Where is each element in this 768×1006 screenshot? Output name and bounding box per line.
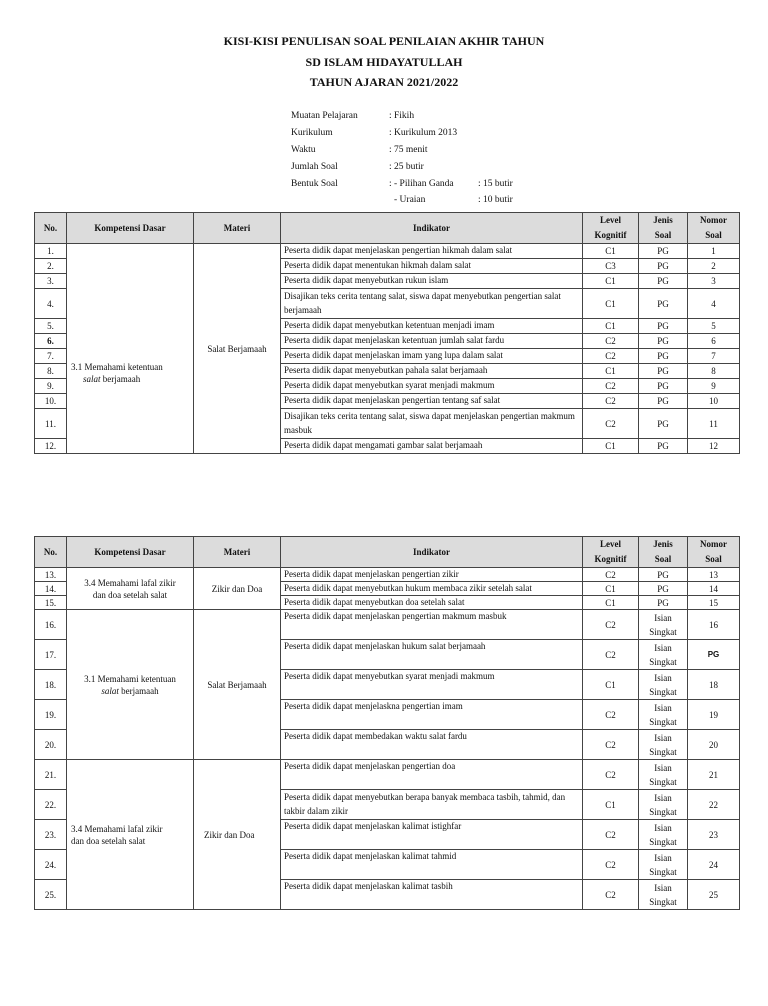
waktu-label: Waktu <box>291 145 316 155</box>
indikator-cell: Peserta didik dapat menjelaskan kalimat istighfar <box>281 820 583 850</box>
level-cell: C2 <box>583 334 639 349</box>
level-cell: C2 <box>583 379 639 394</box>
indikator-cell: Peserta didik dapat menjelaskan kalimat tahmid <box>281 850 583 880</box>
bentuk-pg-count: : 15 butir <box>478 179 513 189</box>
indikator-cell: Peserta didik dapat mengamati gambar salat berjamaah <box>281 439 583 454</box>
level-cell: C1 <box>583 582 639 596</box>
nomor-cell: 15 <box>688 596 740 610</box>
indikator-cell: Peserta didik dapat menjelaskan pengertian zikir <box>281 568 583 582</box>
table-header-row <box>35 537 740 568</box>
level-cell: C1 <box>583 790 639 820</box>
indikator-cell: Peserta didik dapat menyebutkan berapa banyak membaca tasbih, tahmid, dan takbir dalam zikir <box>281 790 583 820</box>
indikator-cell: Peserta didik dapat menjelaskan pengertian tentang saf salat <box>281 394 583 409</box>
row-no: 1. <box>35 244 67 259</box>
jenis-cell: PG <box>639 394 688 409</box>
jenis-cell: PG <box>639 334 688 349</box>
indikator-cell: Peserta didik dapat menjelaskan ketentuan jumlah salat fardu <box>281 334 583 349</box>
materi-cell: Salat Berjamaah <box>194 244 281 454</box>
nomor-cell: 14 <box>688 582 740 596</box>
row-no: 20. <box>35 730 67 760</box>
nomor-cell: 24 <box>688 850 740 880</box>
col-indikator: Indikator <box>281 537 583 568</box>
level-cell: C2 <box>583 820 639 850</box>
row-no: 16. <box>35 610 67 640</box>
waktu-value: : 75 menit <box>389 145 428 155</box>
jenis-cell: Isian Singkat <box>639 610 688 640</box>
nomor-cell: 3 <box>688 274 740 289</box>
col-no: No. <box>35 213 67 244</box>
nomor-cell: 1 <box>688 244 740 259</box>
level-cell: C1 <box>583 596 639 610</box>
kd-cell: 3.4 Memahami lafal zikir dan doa setelah salat <box>67 568 194 610</box>
nomor-cell: 25 <box>688 880 740 910</box>
nomor-cell: 22 <box>688 790 740 820</box>
indikator-cell: Peserta didik dapat menjelaskan hukum salat berjamaah <box>281 640 583 670</box>
level-cell: C2 <box>583 700 639 730</box>
indikator-cell: Peserta didik dapat menjelaskan pengertian hikmah dalam salat <box>281 244 583 259</box>
level-cell: C1 <box>583 364 639 379</box>
materi-cell: Zikir dan Doa <box>194 568 281 610</box>
row-no: 9. <box>35 379 67 394</box>
bentuk-uraian-count: : 10 butir <box>478 195 513 205</box>
jenis-cell: PG <box>639 274 688 289</box>
level-cell: C2 <box>583 880 639 910</box>
jenis-cell: PG <box>639 582 688 596</box>
level-cell: C2 <box>583 760 639 790</box>
indikator-cell: Disajikan teks cerita tentang salat, siswa dapat menyebutkan pengertian salat berjamaah <box>281 289 583 319</box>
col-jenis: Jenis Soal <box>639 537 688 568</box>
row-no: 23. <box>35 820 67 850</box>
col-level: Level Kognitif <box>583 213 639 244</box>
jenis-cell: PG <box>639 319 688 334</box>
muatan-value: : Fikih <box>389 111 415 121</box>
jenis-cell: PG <box>639 364 688 379</box>
indikator-cell: Peserta didik dapat menyebutkan rukun islam <box>281 274 583 289</box>
nomor-cell: 11 <box>688 409 740 439</box>
nomor-cell: 10 <box>688 394 740 409</box>
kurikulum-label: Kurikulum <box>291 128 333 138</box>
table-row <box>35 568 740 582</box>
jenis-cell: PG <box>639 289 688 319</box>
jenis-cell: PG <box>639 349 688 364</box>
jenis-cell: Isian Singkat <box>639 790 688 820</box>
level-cell: C1 <box>583 274 639 289</box>
indikator-cell: Peserta didik dapat menjelaskan imam yang lupa dalam salat <box>281 349 583 364</box>
level-cell: C2 <box>583 850 639 880</box>
col-materi: Materi <box>194 537 281 568</box>
jenis-cell: Isian Singkat <box>639 880 688 910</box>
row-no: 15. <box>35 596 67 610</box>
nomor-cell: 21 <box>688 760 740 790</box>
school-name: SD ISLAM HIDAYATULLAH <box>305 55 463 69</box>
level-cell: C2 <box>583 409 639 439</box>
jenis-cell: PG <box>639 596 688 610</box>
indikator-cell: Peserta didik dapat menjelaskan pengertian doa <box>281 760 583 790</box>
academic-year: TAHUN AJARAN 2021/2022 <box>309 75 459 89</box>
indikator-cell: Peserta didik dapat menjelaskna pengertian imam <box>281 700 583 730</box>
nomor-cell: 23 <box>688 820 740 850</box>
col-nomor: Nomor Soal <box>688 537 740 568</box>
nomor-cell: 8 <box>688 364 740 379</box>
kd-cell: 3.1 Memahami ketentuan salat berjamaah <box>67 244 194 454</box>
indikator-cell: Peserta didik dapat menyebutkan syarat menjadi makmum <box>281 670 583 700</box>
col-materi: Materi <box>194 213 281 244</box>
nomor-cell: 16 <box>688 610 740 640</box>
level-cell: C2 <box>583 640 639 670</box>
indikator-cell: Peserta didik dapat menyebutkan pahala salat berjamaah <box>281 364 583 379</box>
materi-cell: Zikir dan Doa <box>194 760 281 910</box>
indikator-cell: Disajikan teks cerita tentang salat, siswa dapat menjelaskan pengertian makmum masbuk <box>281 409 583 439</box>
row-no: 2. <box>35 259 67 274</box>
kd-cell: 3.4 Memahami lafal zikir dan doa setelah salat <box>67 760 194 910</box>
indikator-cell: Peserta didik dapat menyebutkan syarat menjadi makmum <box>281 379 583 394</box>
row-no: 22. <box>35 790 67 820</box>
jenis-cell: Isian Singkat <box>639 730 688 760</box>
jenis-cell: PG <box>639 244 688 259</box>
row-no: 3. <box>35 274 67 289</box>
nomor-cell: 18 <box>688 670 740 700</box>
table-row <box>35 610 740 640</box>
row-no: 12. <box>35 439 67 454</box>
level-cell: C1 <box>583 289 639 319</box>
nomor-cell: 9 <box>688 379 740 394</box>
level-cell: C1 <box>583 244 639 259</box>
jenis-cell: PG <box>639 379 688 394</box>
nomor-cell: 6 <box>688 334 740 349</box>
bentuk-uraian: - Uraian <box>394 195 426 205</box>
kurikulum-value: : Kurikulum 2013 <box>389 128 458 138</box>
jenis-cell: Isian Singkat <box>639 760 688 790</box>
row-no: 5. <box>35 319 67 334</box>
row-no: 17. <box>35 640 67 670</box>
jenis-cell: PG <box>639 439 688 454</box>
kisi-table-1 <box>34 212 740 454</box>
jenis-cell: Isian Singkat <box>639 850 688 880</box>
col-jenis: Jenis Soal <box>639 213 688 244</box>
col-no: No. <box>35 537 67 568</box>
level-cell: C1 <box>583 319 639 334</box>
kisi-table-2 <box>34 536 740 910</box>
row-no: 13. <box>35 568 67 582</box>
jenis-cell: PG <box>639 568 688 582</box>
row-no: 7. <box>35 349 67 364</box>
jenis-cell: Isian Singkat <box>639 820 688 850</box>
indikator-cell: Peserta didik dapat menjelaskan pengertian makmum masbuk <box>281 610 583 640</box>
bentuk-pg: : - Pilihan Ganda <box>389 179 454 189</box>
indikator-cell: Peserta didik dapat menyebutkan doa setelah salat <box>281 596 583 610</box>
row-no: 18. <box>35 670 67 700</box>
level-cell: C3 <box>583 259 639 274</box>
row-no: 24. <box>35 850 67 880</box>
jenis-cell: Isian Singkat <box>639 700 688 730</box>
row-no: 4. <box>35 289 67 319</box>
bentuk-label: Bentuk Soal <box>291 179 338 189</box>
col-kd: Kompetensi Dasar <box>67 213 194 244</box>
nomor-cell: 12 <box>688 439 740 454</box>
nomor-cell: PG <box>688 640 740 670</box>
indikator-cell: Peserta didik dapat menyebutkan ketentuan menjadi imam <box>281 319 583 334</box>
level-cell: C1 <box>583 670 639 700</box>
nomor-cell: 19 <box>688 700 740 730</box>
level-cell: C1 <box>583 439 639 454</box>
jenis-cell: PG <box>639 259 688 274</box>
jenis-cell: Isian Singkat <box>639 670 688 700</box>
nomor-cell: 13 <box>688 568 740 582</box>
row-no: 21. <box>35 760 67 790</box>
row-no: 10. <box>35 394 67 409</box>
row-no: 19. <box>35 700 67 730</box>
jumlah-value: : 25 butir <box>389 162 424 172</box>
level-cell: C2 <box>583 394 639 409</box>
indikator-cell: Peserta didik dapat menyebutkan hukum membaca zikir setelah salat <box>281 582 583 596</box>
muatan-label: Muatan Pelajaran <box>291 111 358 121</box>
table-row <box>35 244 740 259</box>
indikator-cell: Peserta didik dapat menjelaskan kalimat tasbih <box>281 880 583 910</box>
col-kd: Kompetensi Dasar <box>67 537 194 568</box>
level-cell: C2 <box>583 730 639 760</box>
materi-cell: Salat Berjamaah <box>194 610 281 760</box>
nomor-cell: 2 <box>688 259 740 274</box>
level-cell: C2 <box>583 349 639 364</box>
row-no: 25. <box>35 880 67 910</box>
col-level: Level Kognitif <box>583 537 639 568</box>
nomor-cell: 4 <box>688 289 740 319</box>
row-no: 11. <box>35 409 67 439</box>
level-cell: C2 <box>583 610 639 640</box>
nomor-cell: 5 <box>688 319 740 334</box>
col-indikator: Indikator <box>281 213 583 244</box>
level-cell: C2 <box>583 568 639 582</box>
row-no: 14. <box>35 582 67 596</box>
row-no: 6. <box>35 334 67 349</box>
jumlah-label: Jumlah Soal <box>291 162 338 172</box>
col-nomor: Nomor Soal <box>688 213 740 244</box>
table-header-row <box>35 213 740 244</box>
indikator-cell: Peserta didik dapat membedakan waktu salat fardu <box>281 730 583 760</box>
jenis-cell: Isian Singkat <box>639 640 688 670</box>
doc-title: KISI-KISI PENULISAN SOAL PENILAIAN AKHIR TAHUN <box>223 34 545 48</box>
table-row <box>35 760 740 790</box>
kd-cell: 3.1 Memahami ketentuan salat berjamaah <box>67 610 194 760</box>
nomor-cell: 7 <box>688 349 740 364</box>
nomor-cell: 20 <box>688 730 740 760</box>
jenis-cell: PG <box>639 409 688 439</box>
row-no: 8. <box>35 364 67 379</box>
indikator-cell: Peserta didik dapat menentukan hikmah dalam salat <box>281 259 583 274</box>
